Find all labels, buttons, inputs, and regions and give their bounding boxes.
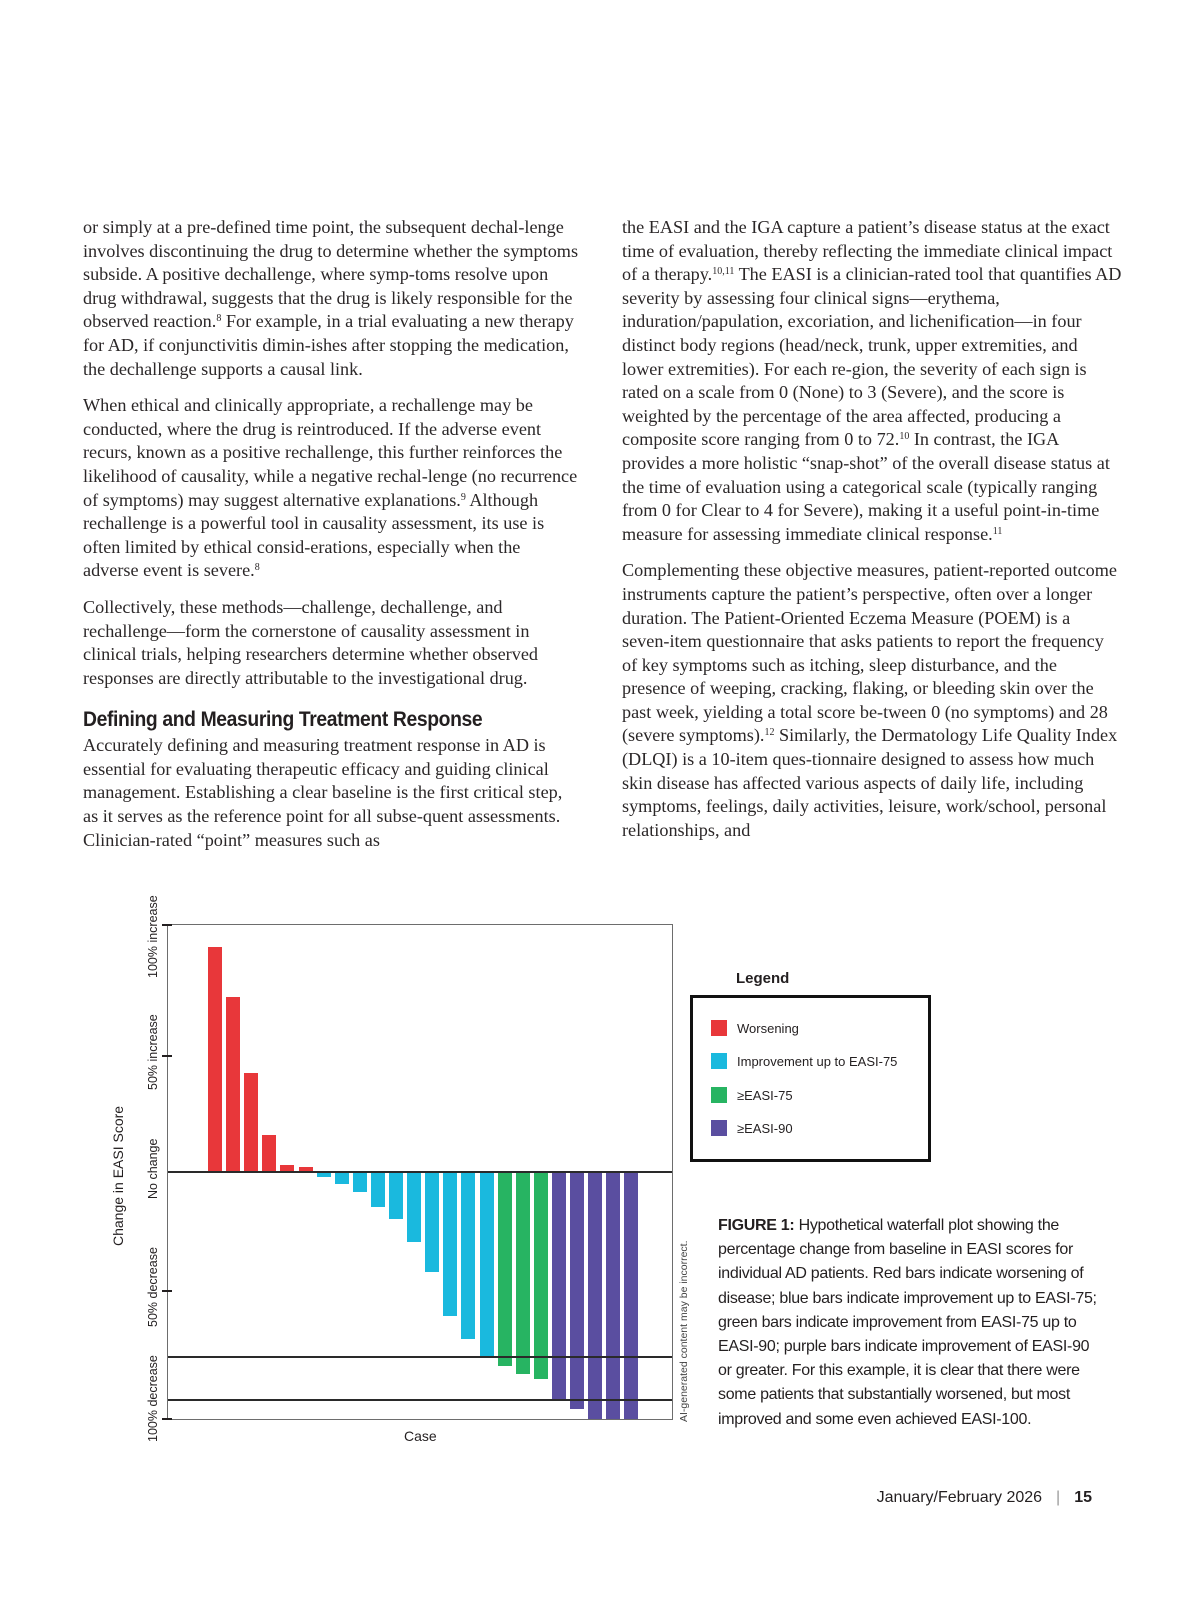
legend-title: Legend: [736, 970, 790, 987]
reference-superscript: 11: [992, 525, 1003, 537]
y-tick-label: 50% decrease: [146, 1247, 160, 1327]
legend-item-easi-75: ≥EASI-75: [711, 1087, 793, 1103]
reference-superscript: 9: [460, 491, 466, 503]
paragraph: the EASI and the IGA capture a patient’s disease status at the exact time of evaluation, thereby reflecting the immediate clinical impact of a therapy.$^{10,11}$ The EASI is a clinician-rated tool that quantifies AD severity by assessing four clinical signs—erythema, induration/papulation, excoriation, and lichenification—in four distinct body regions (head/neck, trunk, upper extremities, and lower extremities). For each re-gion, the severity of each sign is rated on a scale from 0 (None) to 3 (Severe), and the score is weighted by the percentage of the area affected, producing a composite score ranging from 0 to 72.10 In contrast, the IGA provides a more holistic “snap-shot” of the overall disease status at the time of evaluation using a categorical scale (typically ranging from 0 for Clear to 4 for Severe), making it a useful point-in-time measure for assessing immediate clinical response.$^{11}$: [622, 217, 1122, 544]
bar--easi-75: [516, 1172, 530, 1374]
bar-improvement-up-to-easi-75: [461, 1172, 475, 1339]
red-swatch-icon: [711, 1020, 727, 1036]
easi-90-line: [168, 1399, 672, 1401]
section-heading: Defining and Measuring Treatment Response: [83, 708, 483, 732]
reference-superscript: 12: [764, 727, 775, 739]
bar-improvement-up-to-easi-75: [371, 1172, 385, 1207]
right-column: [622, 216, 1122, 855]
bar-improvement-up-to-easi-75: [335, 1172, 349, 1184]
bar-improvement-up-to-easi-75: [407, 1172, 421, 1242]
bar-worsening: [208, 947, 222, 1172]
bar--easi-90: [588, 1172, 602, 1419]
y-tick-label: 100% decrease: [146, 1355, 160, 1442]
bar-worsening: [262, 1135, 276, 1172]
reference-superscript: 8: [254, 562, 260, 574]
bar--easi-90: [606, 1172, 620, 1419]
paragraph: Collectively, these methods—challenge, dechallenge, and rechallenge—form the cornerstone of causality assessment in clinical trials, helping researchers determine whether observed responses are directly attributable to the investigational drug.: [83, 596, 538, 688]
y-tick: [162, 1418, 172, 1420]
cyan-swatch-icon: [711, 1053, 727, 1069]
x-axis-title: Case: [404, 1428, 437, 1444]
paragraph: Complementing these objective measures, patient-reported outcome instruments capture the patient’s perspective, often over a longer duration. The Patient-Oriented Eczema Measure (POEM) is a seven-item questionnaire that asks patients to report the frequency of key symptoms such as itching, sleep disturbance, and the presence of weeping, cracking, flaking, or bleeding skin over the past week, yielding a total score be-tween 0 (no symptoms) and 28 (severe symptoms).$^{12}$ Similarly, the Dermatology Life Quality Index (DLQI) is a 10-item ques-tionnaire designed to assess how much skin disease has affected various aspects of daily life, including symptoms, feelings, daily activities, leisure, work/school, personal relationships, and: [622, 560, 1118, 840]
bar--easi-90: [570, 1172, 584, 1409]
bar-worsening: [226, 997, 240, 1172]
page-number: 15: [1074, 1489, 1092, 1506]
ai-disclaimer: AI-generated content may be incorrect.: [678, 1240, 690, 1422]
bar--easi-75: [498, 1172, 512, 1366]
left-column: [83, 216, 579, 865]
y-tick: [162, 1290, 172, 1292]
no-change-line: [168, 1171, 672, 1173]
bar--easi-90: [624, 1172, 638, 1419]
figure-caption: FIGURE 1: Hypothetical waterfall plot showing the percentage change from baseline in EASI scores for individual AD patients. Red bars indicate worsening of disease; blue bars indicate improvement up to EASI-75; green bars indicate improvement from EASI-75 up to EASI-90; purple bars indicate improvement of EASI-90 or greater. For this example, it is clear that there were some patients that substantially worsened, but most improved and some even achieved EASI-100.: [718, 1217, 1097, 1428]
bar-improvement-up-to-easi-75: [353, 1172, 367, 1192]
bar--easi-75: [534, 1172, 548, 1379]
legend-item-easi-90: ≥EASI-90: [711, 1120, 793, 1136]
purple-swatch-icon: [711, 1120, 727, 1136]
reference-superscript: 8: [216, 313, 222, 325]
bar-improvement-up-to-easi-75: [443, 1172, 457, 1316]
y-tick: [162, 1055, 172, 1057]
paragraph: or simply at a pre-defined time point, the subsequent dechal-lenge involves discontinuing the drug to determine whether the symptoms subside. A positive dechallenge, where symp-toms resolve upon drug withdrawal, suggests that the drug is likely responsible for the observed reaction.$^8$ For example, in a trial evaluating a new therapy for AD, if conjunctivitis dimin-ishes after stopping the medication, the dechallenge supports a causal link.: [83, 217, 579, 379]
paragraph: When ethical and clinically appropriate, a rechallenge may be conducted, where the drug is reintroduced. If the adverse event recurs, known as a positive rechallenge, this further reinforces the likelihood of causality, while a negative rechal-lenge (no recurrence of symptoms) may suggest alternative explanations.$^9$ Although rechallenge is a powerful tool in causality assessment, its use is often limited by ethical consid-erations, especially when the adverse event is severe.$^8$: [83, 395, 578, 581]
reference-superscript: 10,11: [712, 266, 735, 278]
footer-separator: |: [1056, 1489, 1061, 1506]
reference-superscript: 10: [899, 431, 910, 443]
y-axis-title: Change in EASI Score: [110, 1105, 126, 1246]
bar-improvement-up-to-easi-75: [425, 1172, 439, 1272]
page-footer: [877, 1489, 1092, 1507]
legend-item-improvement: Improvement up to EASI-75: [711, 1053, 897, 1069]
paragraph: Accurately defining and measuring treatment response in AD is essential for evaluating therapeutic efficacy and guiding clinical management. Establishing a clear baseline is the first critical step, as it serves as the reference point for all subse-quent assessments. Clinician-rated “point” measures such as: [83, 735, 563, 850]
bar-worsening: [244, 1073, 258, 1172]
y-tick-label: No change: [146, 1138, 160, 1199]
y-tick: [162, 924, 172, 926]
y-tick-label: 50% increase: [146, 1014, 160, 1090]
chart-legend: [690, 995, 931, 1162]
green-swatch-icon: [711, 1087, 727, 1103]
chart-plot-area: [167, 924, 673, 1420]
bar--easi-90: [552, 1172, 566, 1401]
caption-label: FIGURE 1:: [718, 1217, 795, 1234]
legend-item-worsening: Worsening: [711, 1020, 799, 1036]
bar-improvement-up-to-easi-75: [480, 1172, 494, 1356]
easi-75-line: [168, 1356, 672, 1358]
issue-date: January/February 2026: [876, 1489, 1043, 1506]
y-tick-label: 100% increase: [146, 895, 160, 978]
bar-improvement-up-to-easi-75: [389, 1172, 403, 1219]
